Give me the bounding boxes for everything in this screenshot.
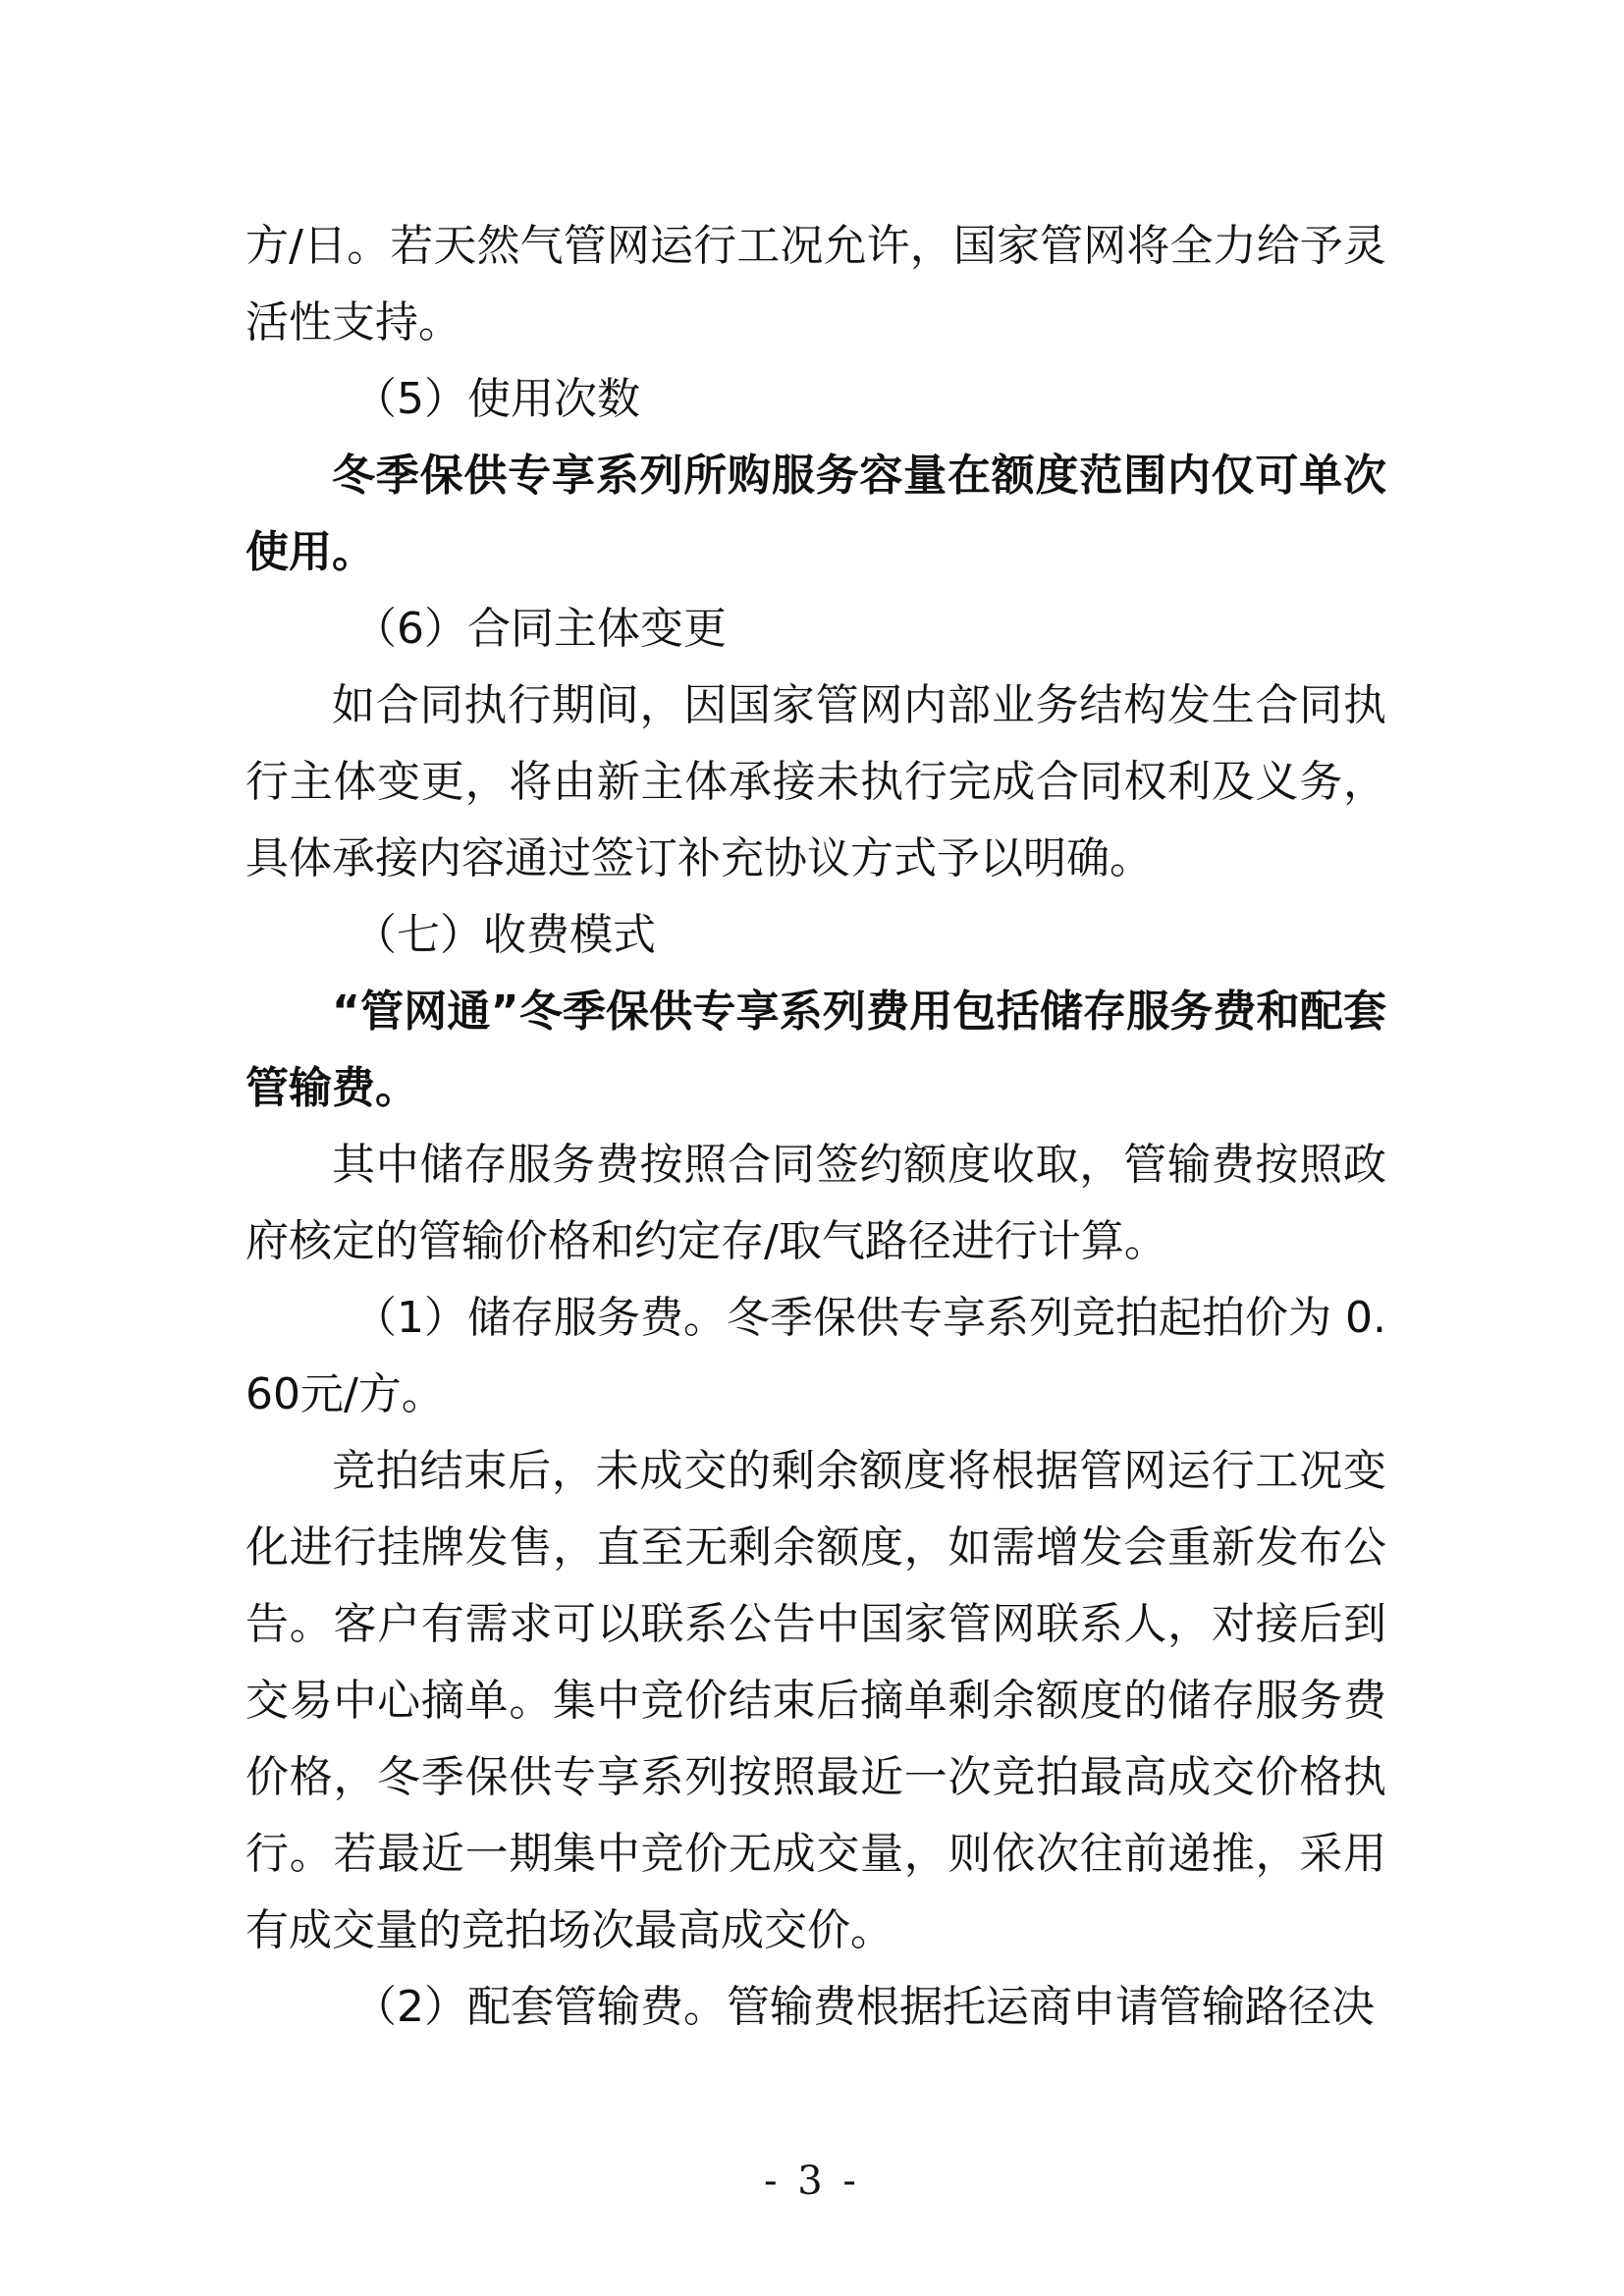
heading-transmission-fee: （2）配套管输费。管输费根据托运商申请管输路径决 xyxy=(353,1982,1375,2032)
paragraph-after-auction: 竞拍结束后，未成交的剩余额度将根据管网运行工况变化进行挂牌发售，直至无剩余额度，如需增发会重新发布公告。客户有需求可以联系公告中国家管网联系人，对接后到交易中心摘单。集中竞价结束后摘单剩余额度的储存服务费价格，冬季保供专享系列按照最近一次竞拍最高成交价格执行。若最近一期集中竞价无成交量，则依次往前递推，采用有成交量的竞拍场次最高成交价。 xyxy=(245,1446,1386,1955)
page-number: - 3 - xyxy=(764,2159,860,2204)
heading-fee-model: （七）收费模式 xyxy=(353,910,656,960)
paragraph-fee-calculation: 其中储存服务费按照合同签约额度收取，管输费按照政府核定的管输价格和约定存/取气路径进行计算。 xyxy=(245,1140,1386,1266)
paragraph-contract-change: 如合同执行期间，因国家管网内部业务结构发生合同执行主体变更，将由新主体承接未执行完成合同权利及义务，具体承接内容通过签订补充协议方式予以明确。 xyxy=(245,680,1386,883)
body-text xyxy=(245,208,1386,2046)
heading-contract-change: （6）合同主体变更 xyxy=(353,604,727,654)
paragraph-usage-rule: 冬季保供专享系列所购服务容量在额度范围内仅可单次使用。 xyxy=(245,451,1386,577)
heading-usage-count: （5）使用次数 xyxy=(353,374,640,424)
heading-storage-fee: （1）储存服务费。冬季保供专享系列竞拍起拍价为 0.60元/方。 xyxy=(245,1293,1386,1419)
paragraph-fee-composition: “管网通”冬季保供专享系列费用包括储存服务费和配套管输费。 xyxy=(245,987,1386,1113)
paragraph-continued: 方/日。若天然气管网运行工况允许，国家管网将全力给予灵活性支持。 xyxy=(245,221,1386,347)
